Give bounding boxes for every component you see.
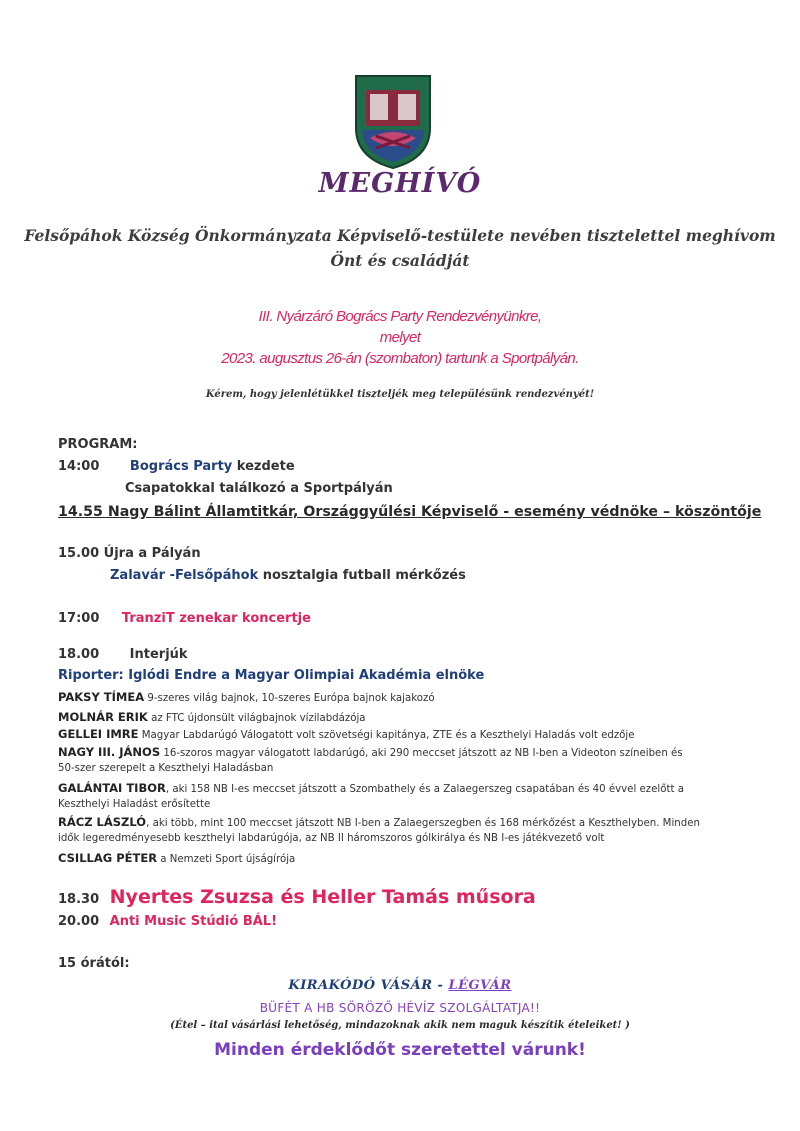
invitation-title: MEGHÍVÓ [318,168,482,199]
bouncy-castle-label: LÉGVÁR [448,978,512,993]
from-15-label: 15 órától: [58,956,130,971]
program-item-1-sub: Csapatokkal találkozó a Sportpályán [125,481,393,496]
event-name: III. Nyárzáró Bogrács Party Rendezvényünkre, [258,308,542,325]
guest-name: MOLNÁR ERIK [58,710,148,724]
program-item-2: 14.55 Nagy Bálint Államtitkár, Országgyűlési Képviselő - esemény védnöke – köszöntője [58,504,762,520]
guest-desc: Magyar Labdarúgó Válogatott volt szövetségi kapitánya, ZTE és a Keszthelyi Haladás volt edzője [138,730,635,741]
program-time: 18.00 [58,647,100,662]
program-time: 18.30 [58,892,100,907]
guest-6-cont: idők legeredményesebb keszthelyi labdarúgója, az NB II háromszoros gólkirálya és NB I-es játékvezető volt [58,833,605,844]
guest-5 [58,781,684,796]
food-note: (Étel – ital vásárlási lehetőség, mindazoknak akik nem maguk készítik ételeiket! ) [170,1020,630,1031]
riporter-line [58,668,484,683]
guest-desc: , aki 158 NB I-es meccset játszott a Szombathely és a Zalaegerszeg csapatában és 40 évvel ezelőtt a [165,784,684,795]
riporter-text: Iglódi Endre a Magyar Olimpiai Akadémia elnöke [123,668,485,683]
program-title: Anti Music Stúdió BÁL! [109,914,278,929]
program-item-3: 15.00 Újra a Pályán [58,546,201,561]
program-title: Bogrács Party [129,459,233,474]
program-item-6 [58,886,536,908]
guest-name: CSILLAG PÉTER [58,851,158,865]
fair-line [0,978,800,993]
match-desc: nosztalgia futball mérkőzés [258,568,466,583]
guest-name: NAGY III. JÁNOS [58,745,161,759]
guest-7 [58,851,295,866]
event-date: 2023. augusztus 26-án (szombaton) tartunk a Sportpályán. [221,350,579,367]
program-item-3-sub [110,568,466,583]
welcome-line: Minden érdeklődőt szeretettel várunk! [214,1040,586,1060]
guest-desc: az FTC újdonsült világbajnok vízilabdázója [147,713,366,724]
program-heading: PROGRAM: [58,437,138,452]
program-time: 14:00 [58,459,100,474]
guest-desc: 9-szeres világ bajnok, 10-szeres Európa bajnok kajakozó [144,693,435,704]
guest-desc: a Nemzeti Sport újságírója [157,854,296,865]
guest-4 [58,745,683,760]
buffet-line: BÜFÉT A HB SÖRÖZŐ HÉVÍZ SZOLGÁLTATJA!! [259,1001,541,1015]
guest-5-cont: Keszthelyi Haladást erősítette [58,799,211,810]
match-teams: Zalavár -Felsőpáhok [110,568,259,583]
fair-dash: - [432,978,449,993]
event-melyet: melyet [379,329,421,346]
guest-3 [58,727,635,742]
guest-2 [58,710,366,725]
guest-desc: , aki több, mint 100 meccset játszott NB I-ben a Zalaegerszegben és 168 mérkőzést a Keszthelyben. Minden [146,818,700,829]
program-item-4 [58,611,311,626]
program-title: Nyertes Zsuzsa és Heller Tamás műsora [109,886,536,908]
attendance-request: Kérem, hogy jelenlétükkel tiszteljék meg településünk rendezvényét! [205,389,595,400]
program-title: Interjúk [129,647,188,662]
guest-name: GALÁNTAI TIBOR [58,781,166,795]
program-title: TranziT zenekar koncertje [121,611,311,626]
guest-6 [58,815,700,830]
guest-4-cont: 50-szer szerepelt a Keszthelyi Haladásban [58,763,274,774]
coat-of-arms-logo [352,72,434,170]
riporter-label: Riporter: [58,668,124,683]
guest-name: RÁCZ LÁSZLÓ [58,815,147,829]
program-time: 17:00 [58,611,100,626]
guest-1 [58,690,435,705]
program-item-5 [58,647,188,662]
guest-desc: 16-szoros magyar válogatott labdarúgó, aki 290 meccset játszott az NB I-ben a Videoton színeiben és [160,748,683,759]
guest-name: PAKSY TÍMEA [58,690,145,704]
program-time: 20.00 [58,914,100,929]
program-item-1 [58,459,295,474]
program-rest: kezdete [232,459,295,474]
intro-line-2: Önt és családját [330,251,470,270]
intro-line-1: Felsőpáhok Község Önkormányzata Képviselő-testülete nevében tisztelettel meghívom [24,226,776,245]
guest-name: GELLEI IMRE [58,727,139,741]
fair-label: KIRAKÓDÓ VÁSÁR [288,978,433,993]
program-item-7 [58,914,277,929]
